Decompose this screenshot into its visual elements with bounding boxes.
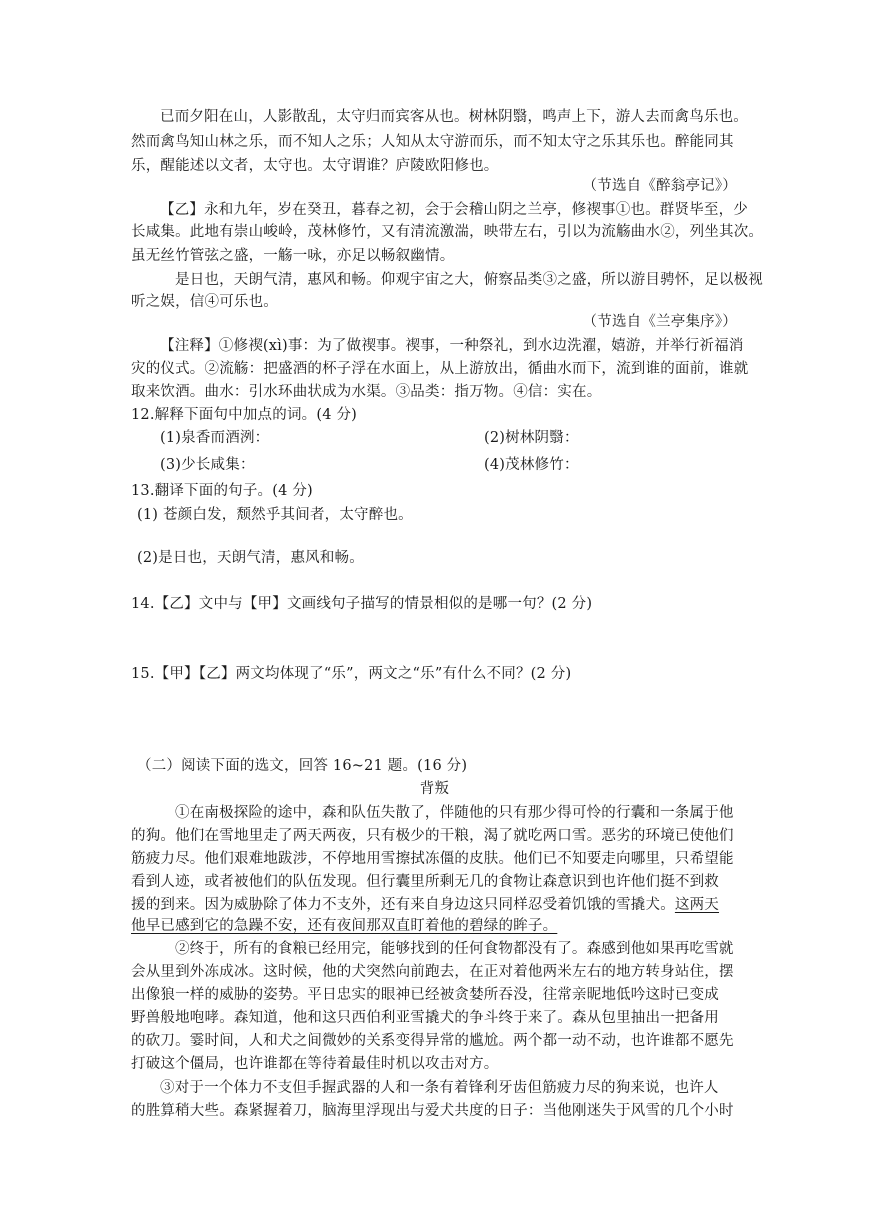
q13-item-1: (1) 苍颜白发，颓然乎其间者，太守醉也。	[137, 507, 413, 523]
p2-line-5: 的砍刀。霎时间，人和犬之间微妙的关系变得异常的尴尬。两个都一动不动，也许谁都不愿先	[131, 1033, 734, 1049]
section2-heading: （二）阅读下面的选文，回答 16~21 题。(16 分)	[137, 758, 468, 774]
p3-line-2: 的胜算稍大些。森紧握着刀，脑海里浮现出与爱犬共度的日子：当他刚迷失于风雪的几个小时	[131, 1103, 734, 1119]
notes-line-1: 【注释】①修禊(xì)事：为了做禊事。禊事，一种祭礼，到水边洗濯，嬉游，并举行祈福消	[160, 338, 744, 354]
p2-line-4: 野兽般地咆哮。森知道，他和这只西伯利亚雪撬犬的争斗终于来了。森从包里抽出一把备用	[131, 1010, 719, 1026]
jia-line-1: 已而夕阳在山，人影散乱，太守归而宾客从也。树林阴翳，鸣声上下，游人去而禽鸟乐也。	[160, 109, 748, 125]
q12-stem: 12.解释下面句中加点的词。(4 分)	[131, 407, 358, 423]
underlined-sentence-start: 这两天	[674, 897, 720, 913]
p3-line-1: ③对于一个体力不支但手握武器的人和一条有着锋利牙齿但筋疲力尽的狗来说，也许人	[160, 1080, 719, 1096]
p1-line-5-wrap	[131, 895, 719, 915]
q12-item-4: (4)茂林修竹：	[484, 457, 579, 473]
p2-line-2: 会从里到外冻成冰。这时候，他的犬突然向前跑去，在正对着他两米左右的地方转身站住，摆	[131, 964, 734, 980]
p2-line-3: 出像狼一样的威胁的姿势。平日忠实的眼神已经被贪婪所吞没，往常亲昵地低吟这时已变成	[131, 987, 719, 1003]
notes-line-2: 灾的仪式。②流觞：把盛酒的杯子浮在水面上，从上游放出，循曲水而下，流到谁的面前，谁就	[131, 361, 749, 377]
q13-item-2: (2)是日也，天朗气清，惠风和畅。	[137, 550, 364, 566]
p1-line-2: 的狗。他们在雪地里走了两天两夜，只有极少的干粮，渴了就吃两口雪。恶劣的环境已使他们	[131, 828, 734, 844]
yi-line-1: 【乙】永和九年，岁在癸丑，暮春之初，会于会稽山阴之兰亭，修禊事①也。群贤毕至，少	[160, 202, 748, 218]
yi-line-5: 听之娱，信④可乐也。	[131, 294, 278, 310]
q12-item-2: (2)树林阴翳：	[484, 430, 579, 446]
jia-line-2: 然而禽鸟知山林之乐，而不知人之乐；人知从太守游而乐，而不知太守之乐其乐也。醉能同其	[131, 134, 734, 150]
story-title: 背叛	[419, 781, 450, 797]
notes-line-3: 取来饮酒。曲水：引水环曲状成为水渠。③品类：指万物。④信：实在。	[131, 384, 602, 400]
p2-line-1: ②终于，所有的食粮已经用完，能够找到的任何食物都没有了。森感到他如果再吃雪就	[175, 941, 734, 957]
yi-line-4: 是日也，天朗气清，惠风和畅。仰观宇宙之大，俯察品类③之盛，所以游目骋怀，足以极视	[175, 272, 763, 288]
p1-line-5: 援的到来。因为威胁除了体力不支外，还有来自身边这只同样忍受着饥饿的雪撬犬。	[131, 897, 675, 913]
jia-source: （节选自《醉翁亭记》）	[582, 178, 737, 194]
q13-stem: 13.翻译下面的句子。(4 分)	[131, 483, 313, 499]
p1-line-1: ①在南极探险的途中，森和队伍失散了，伴随他的只有那少得可怜的行囊和一条属于他	[175, 805, 734, 821]
q15: 15.【甲】【乙】两文均体现了“乐”，两文之“乐”有什么不同？(2 分)	[131, 666, 572, 682]
yi-line-3: 虽无丝竹管弦之盛，一觞一咏，亦足以畅叙幽情。	[131, 248, 455, 264]
p1-line-4: 看到人迹，或者被他们的队伍发现。但行囊里所剩无几的食物让森意识到也许他们挺不到救	[131, 874, 719, 890]
underlined-sentence-end: 他早已感到它的急躁不安，还有夜间那双直盯着他的碧绿的眸子。	[131, 918, 558, 934]
p1-line-3: 筋疲力尽。他们艰难地跋涉，不停地用雪擦拭冻僵的皮肤。他们已不知要走向哪里，只希望能	[131, 851, 734, 867]
q14: 14.【乙】文中与【甲】文画线句子描写的情景相似的是哪一句？(2 分)	[131, 596, 593, 612]
jia-line-3: 乐，醒能述以文者，太守也。太守谓谁？庐陵欧阳修也。	[131, 158, 499, 174]
p2-line-6: 打破这个僵局，也许谁都在等待着最佳时机以攻击对方。	[131, 1056, 499, 1072]
q12-item-1: (1)泉香而酒洌：	[160, 430, 270, 446]
yi-line-2: 长咸集。此地有崇山峻岭，茂林修竹，又有清流激湍，映带左右，引以为流觞曲水②，列坐其次。	[131, 224, 764, 240]
yi-source: （节选自《兰亭集序》）	[582, 314, 737, 330]
q12-item-3: (3)少长咸集：	[160, 457, 255, 473]
